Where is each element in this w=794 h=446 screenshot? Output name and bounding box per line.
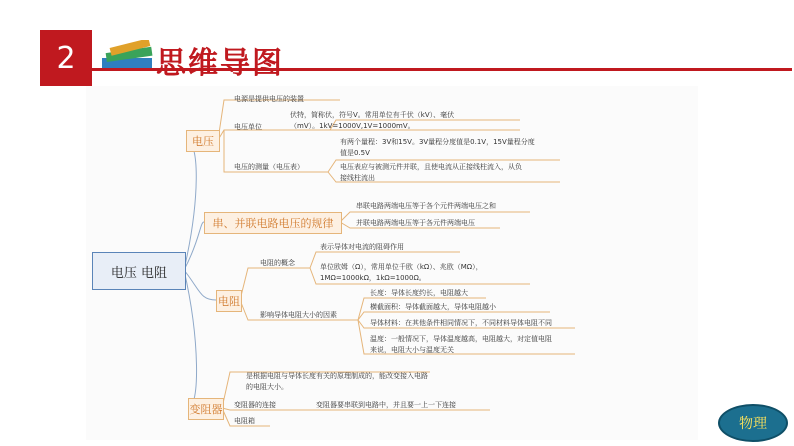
- slide-number-badge: 2: [40, 30, 92, 86]
- series-voltage-rule: 串联电路两端电压等于各个元件两端电压之和: [356, 202, 496, 210]
- resistance-box-label: 电阻箱: [234, 417, 255, 425]
- rheostat-connection-rule: 变阻器要串联到电路中，并且要一上一下连接: [316, 401, 456, 409]
- voltmeter-usage-text-2: 接线柱流出: [340, 174, 375, 182]
- voltage-source-text: 电源是提供电压的装置: [234, 95, 304, 103]
- resistance-unit-text-2: 1MΩ=1000kΩ，1kΩ=1000Ω。: [320, 274, 426, 282]
- resistance-factors-label: 影响导体电阻大小的因素: [260, 311, 337, 319]
- branch-voltage: 电压: [186, 130, 220, 152]
- slide-title: 思维导图: [156, 46, 284, 81]
- physics-logo: 物理: [718, 404, 788, 442]
- branch-series-parallel: 串、并联电路电压的规律: [204, 212, 342, 234]
- resistance-unit-text-1: 单位欧姆（Ω），常用单位千欧（kΩ）、兆欧（MΩ），: [320, 263, 483, 271]
- voltage-measure-label: 电压的测量（电压表）: [234, 163, 304, 171]
- voltage-range-text-2: 值是0.5V: [340, 149, 370, 157]
- root-node: 电压 电阻: [92, 252, 186, 290]
- rheostat-principle-2: 的电阻大小。: [246, 383, 288, 391]
- factor-length: 长度：导体长度约长，电阻越大: [370, 289, 468, 297]
- voltage-range-text-1: 有两个量程：3V和15V。3V量程分度值是0.1V，15V量程分度: [340, 138, 535, 146]
- factor-cross-section: 横截面积：导体截面越大，导体电阻越小: [370, 303, 496, 311]
- parallel-voltage-rule: 并联电路两端电压等于各元件两端电压: [356, 219, 475, 227]
- rheostat-connection-label: 变阻器的连接: [234, 401, 276, 409]
- factor-temperature-2: 来说，电阻大小与温度无关: [370, 346, 454, 354]
- voltage-unit-label: 电压单位: [234, 123, 262, 131]
- voltage-unit-text-1: 伏特，简称伏，符号V。常用单位有千伏（kV）、毫伏: [290, 111, 455, 119]
- branch-resistance: 电阻: [216, 290, 242, 312]
- resistance-definition: 表示导体对电流的阻碍作用: [320, 243, 404, 251]
- resistance-concept-label: 电阻的概念: [260, 259, 295, 267]
- branch-rheostat: 变阻器: [188, 398, 224, 420]
- voltmeter-usage-text-1: 电压表应与被测元件并联，且使电流从正接线柱流入，从负: [340, 163, 522, 171]
- rheostat-principle-1: 是根据电阻与导体长度有关的原理制成的，能改变接入电路: [246, 372, 428, 380]
- factor-material: 导体材料：在其他条件相同情况下，不同材料导体电阻不同: [370, 319, 552, 327]
- voltage-unit-text-2: （mV）。1kV=1000V,1V=1000mV。: [290, 122, 415, 130]
- factor-temperature-1: 温度：一般情况下，导体温度越高，电阻越大，对定值电阻: [370, 335, 552, 343]
